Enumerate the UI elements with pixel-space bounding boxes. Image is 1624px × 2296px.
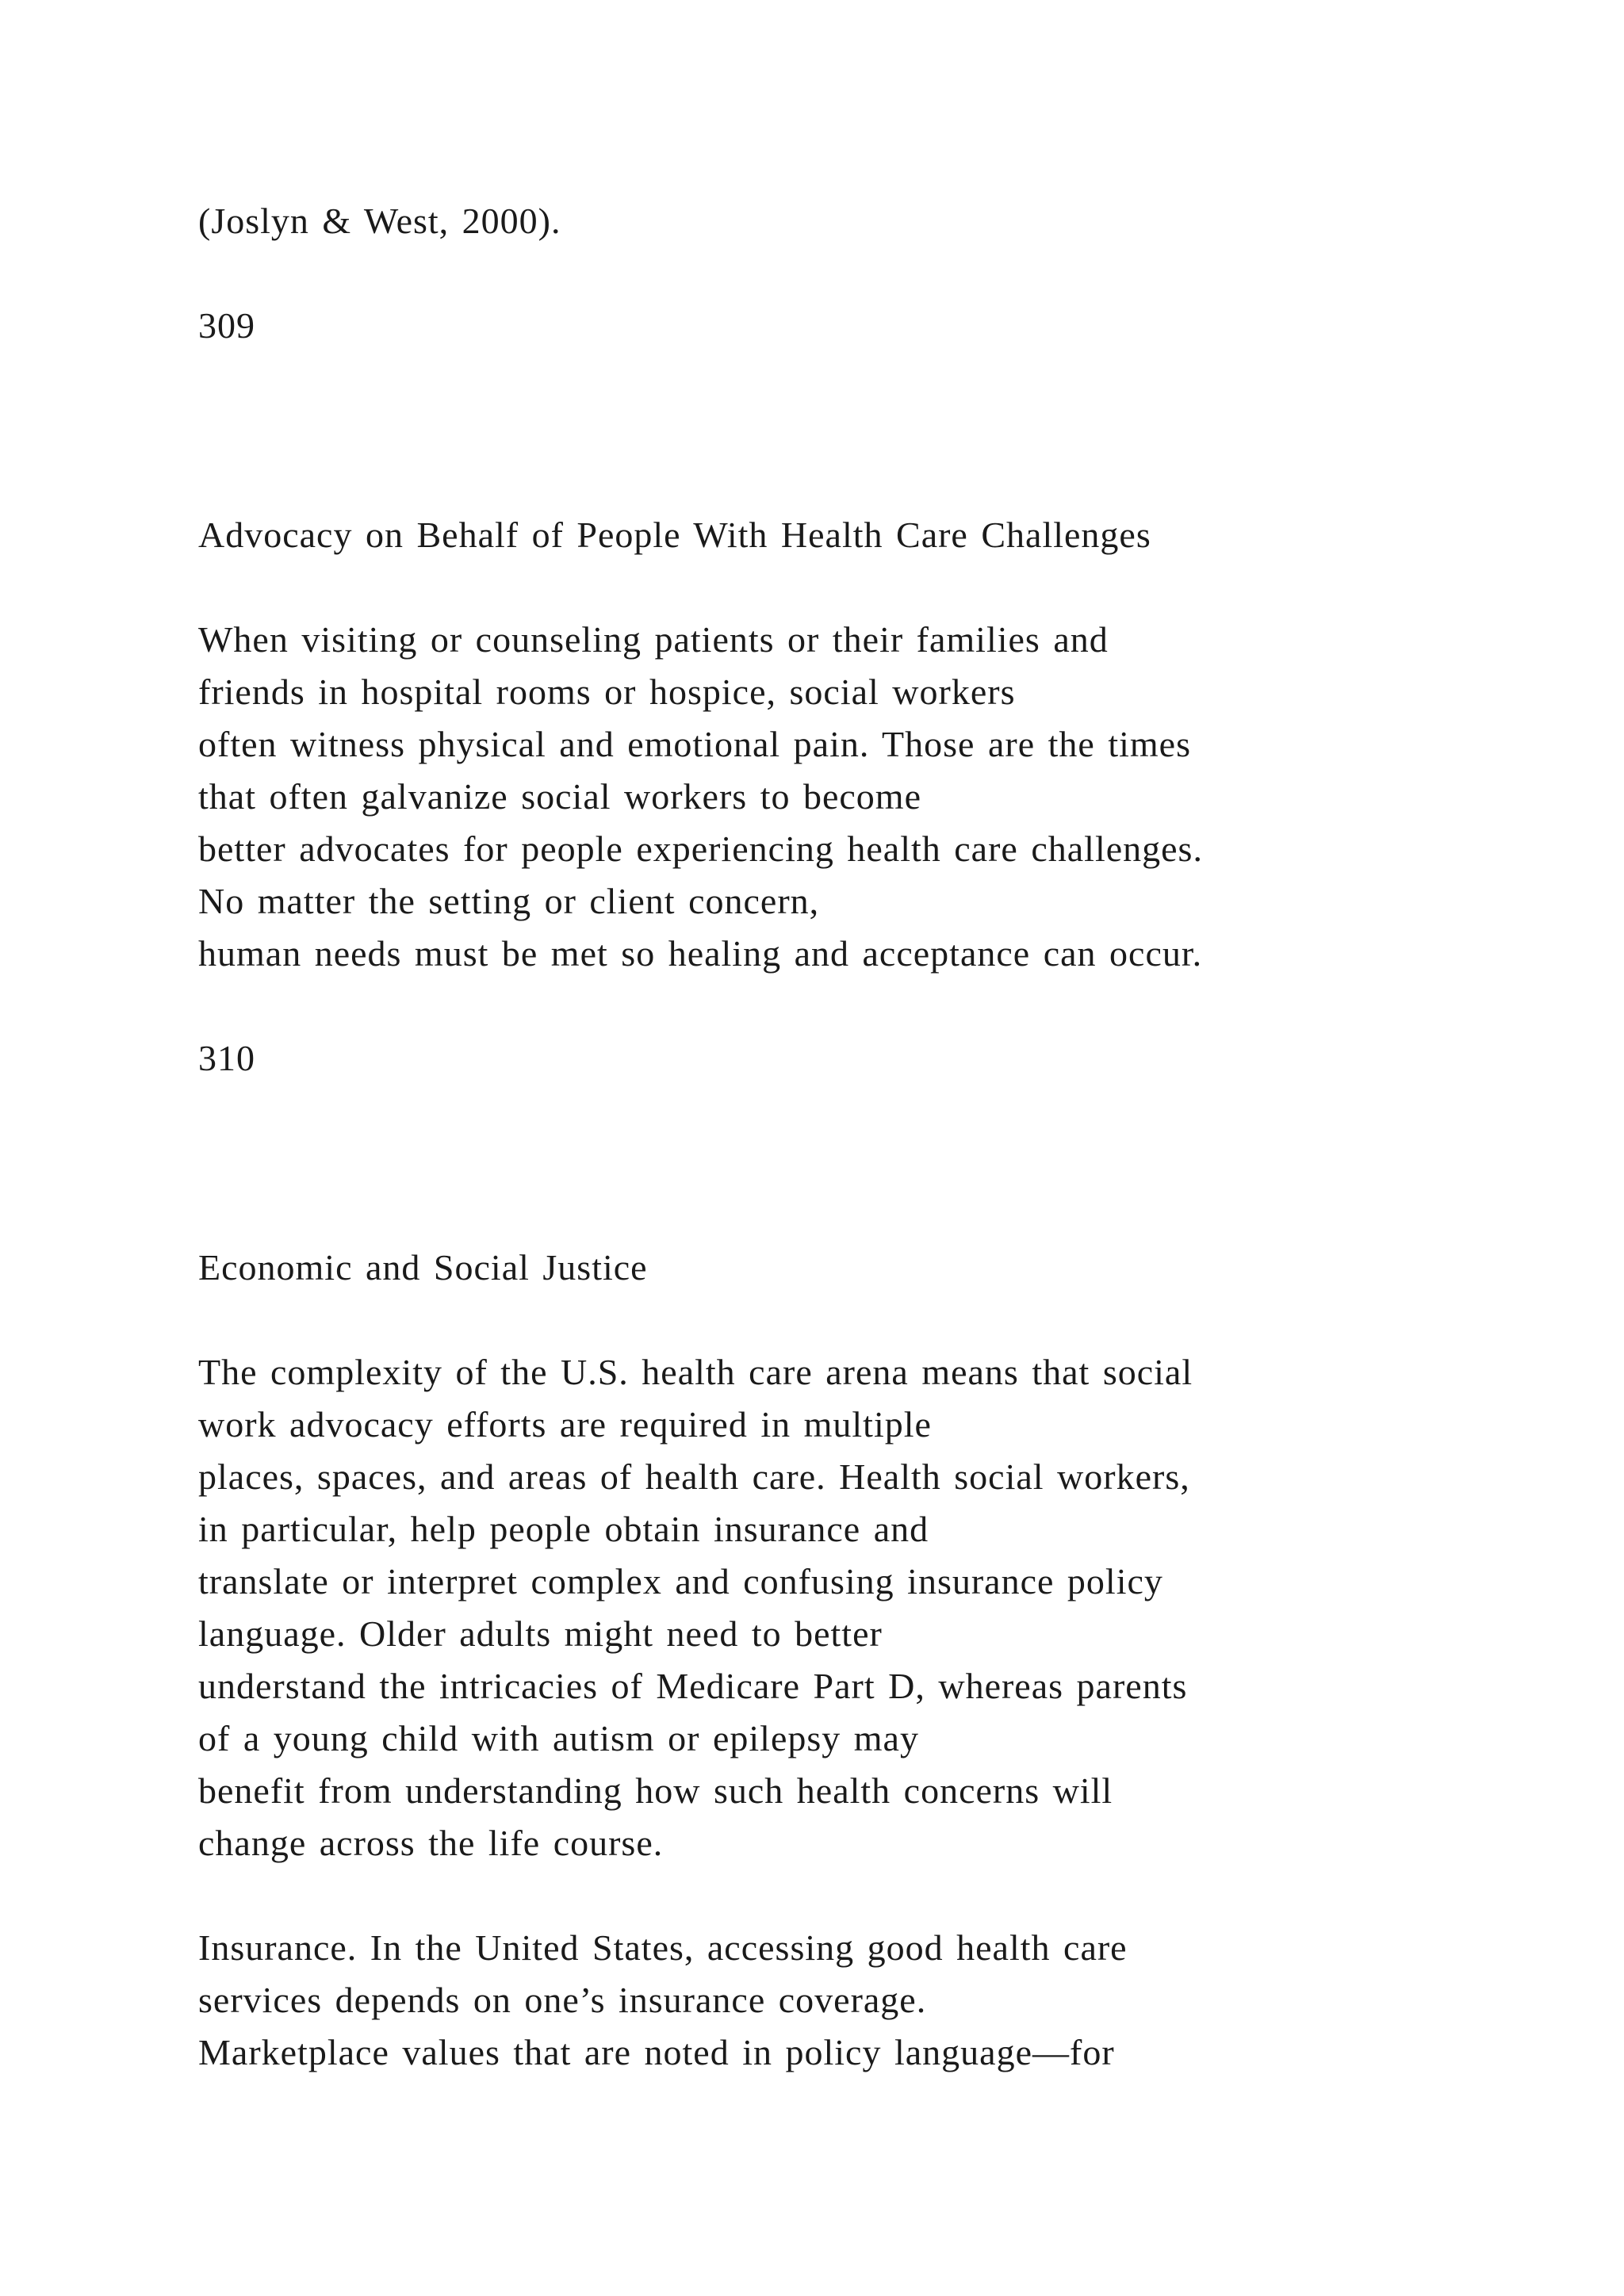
paragraph-line: better advocates for people experiencing health care challenges. [198, 828, 1203, 869]
page-number-309: 309 [198, 305, 255, 346]
paragraph-line: Marketplace values that are noted in policy language—for [198, 2032, 1115, 2072]
paragraph-line: translate or interpret complex and confusing insurance policy [198, 1561, 1163, 1601]
paragraph-line: places, spaces, and areas of health care. Health social workers, [198, 1456, 1190, 1497]
paragraph-line: No matter the setting or client concern, [198, 881, 820, 921]
paragraph-line: that often galvanize social workers to become [198, 776, 922, 817]
paragraph-line: often witness physical and emotional pain. Those are the times [198, 724, 1191, 764]
paragraph-line: change across the life course. [198, 1823, 664, 1863]
citation-text: (Joslyn & West, 2000). [198, 201, 561, 241]
paragraph-line: of a young child with autism or epilepsy may [198, 1718, 919, 1758]
paragraph-line: When visiting or counseling patients or their families and [198, 619, 1109, 660]
paragraph-line: Insurance. In the United States, accessing good health care [198, 1927, 1128, 1968]
paragraph-line: language. Older adults might need to better [198, 1613, 883, 1654]
section-heading-advocacy: Advocacy on Behalf of People With Health Care Challenges [198, 515, 1151, 555]
paragraph-line: friends in hospital rooms or hospice, social workers [198, 672, 1016, 712]
paragraph-line: work advocacy efforts are required in multiple [198, 1404, 932, 1445]
paragraph-line: in particular, help people obtain insurance and [198, 1509, 929, 1549]
section-heading-justice: Economic and Social Justice [198, 1247, 648, 1288]
paragraph-line: human needs must be met so healing and acceptance can occur. [198, 933, 1203, 974]
paragraph-line: understand the intricacies of Medicare Part D, whereas parents [198, 1666, 1188, 1706]
paragraph-line: The complexity of the U.S. health care arena means that social [198, 1352, 1193, 1392]
paragraph-line: benefit from understanding how such health concerns will [198, 1770, 1113, 1811]
page-number-310: 310 [198, 1038, 255, 1078]
paragraph-line: services depends on one’s insurance coverage. [198, 1980, 927, 2020]
